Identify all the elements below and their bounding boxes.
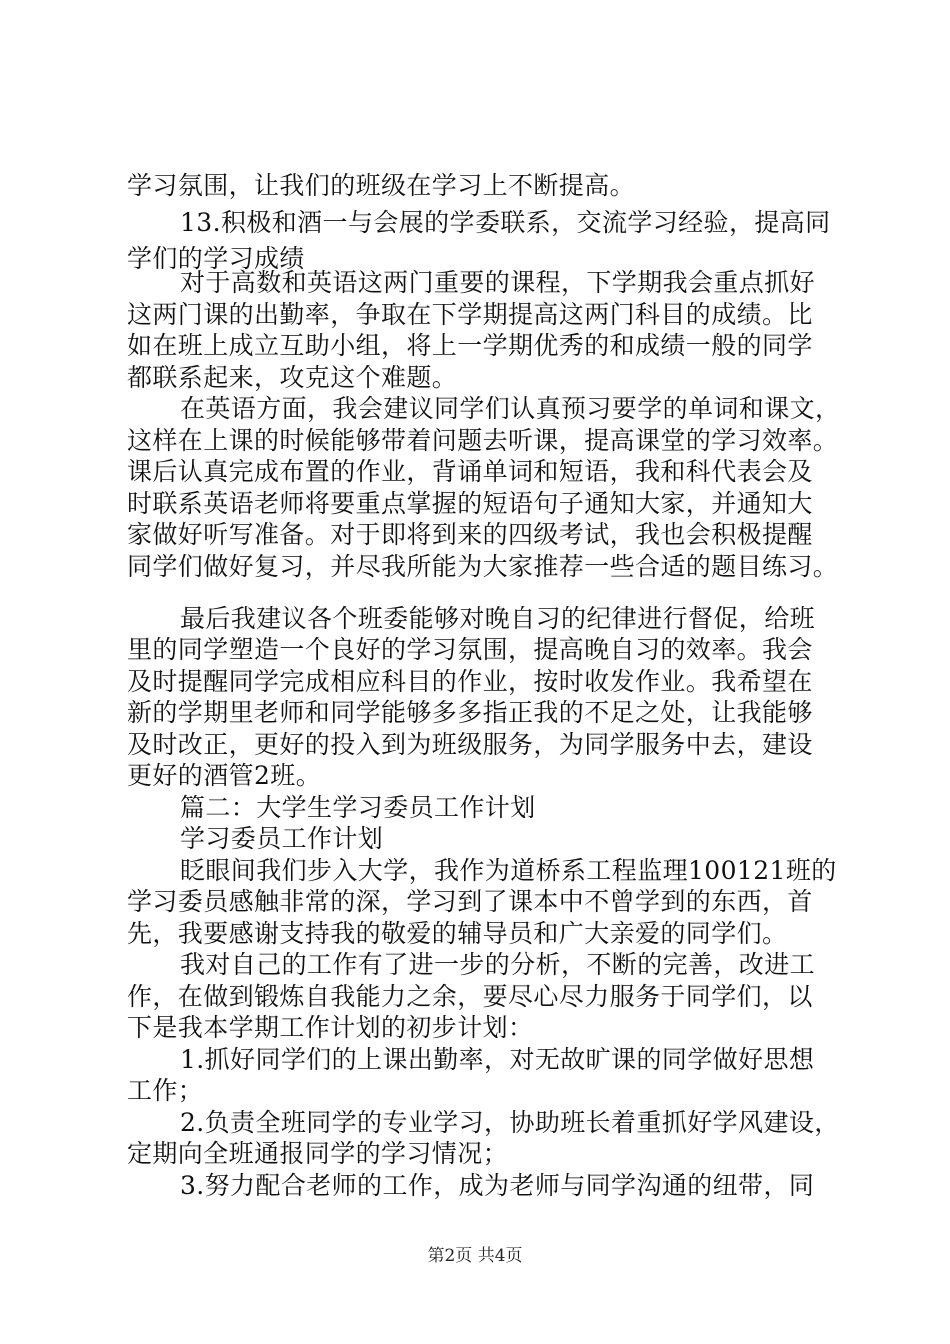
text-line: 里的同学塑造一个良好的学习氛围，提高晚自习的效率。我会	[127, 635, 813, 664]
text-line: 作，在做到锻炼自我能力之余，要尽心尽力服务于同学们，以	[127, 982, 813, 1011]
text-line: 下是我本学期工作计划的初步计划：	[127, 1013, 534, 1042]
list-item-continuation: 定期向全班通报同学的学习情况；	[127, 1139, 509, 1168]
text-line: 如在班上成立互助小组，将上一学期优秀的和成绩一般的同学	[127, 331, 813, 360]
text-line: 学习氛围，让我们的班级在学习上不断提高。	[127, 171, 636, 200]
document-title: 学习委员工作计划	[180, 824, 384, 853]
text-line: 家做好听写准备。对于即将到来的四级考试，我也会积极提醒	[127, 520, 813, 549]
text-line: 这两门课的出勤率，争取在下学期提高这两门科目的成绩。比	[127, 300, 813, 329]
page-number-footer: 第2页 共4页	[427, 1246, 523, 1266]
text-line: 更好的酒管2班。	[127, 761, 322, 790]
text-line: 眨眼间我们步入大学，我作为道桥系工程监理100121班的	[180, 856, 837, 885]
text-line: 最后我建议各个班委能够对晚自习的纪律进行督促，给班	[180, 604, 816, 633]
text-line: 这样在上课的时候能够带着问题去听课，提高课堂的学习效率。	[127, 426, 839, 455]
text-line: 在英语方面，我会建议同学们认真预习要学的单词和课文，	[180, 394, 841, 423]
text-line: 及时改正，更好的投入到为班级服务，为同学服务中去，建设	[127, 730, 813, 759]
text-line: 我对自己的工作有了进一步的分析，不断的完善，改进工	[180, 950, 816, 979]
text-line: 学习委员感触非常的深，学习到了课本中不曾学到的东西，首	[127, 887, 813, 916]
text-line: 时联系英语老师将要重点掌握的短语句子通知大家，并通知大	[127, 489, 813, 518]
text-line: 先，我要感谢支持我的敬爱的辅导员和广大亲爱的同学们。	[127, 919, 788, 948]
list-item: 1.抓好同学们的上课出勤率，对无故旷课的同学做好思想	[180, 1045, 815, 1074]
text-line: 及时提醒同学完成相应科目的作业，按时收发作业。我希望在	[127, 667, 813, 696]
text-line: 课后认真完成布置的作业，背诵单词和短语，我和科代表会及	[127, 457, 813, 486]
text-line: 学们的学习成绩	[127, 244, 305, 273]
text-line: 对于高数和英语这两门重要的课程，下学期我会重点抓好	[180, 268, 816, 297]
text-line: 同学们做好复习，并尽我所能为大家推荐一些合适的题目练习。	[127, 552, 839, 581]
list-item: 2.负责全班同学的专业学习，协助班长着重抓好学风建设，	[180, 1108, 840, 1137]
text-line: 13.积极和酒一与会展的学委联系，交流学习经验，提高同	[180, 208, 831, 237]
list-item: 3.努力配合老师的工作，成为老师与同学沟通的纽带，同	[180, 1171, 815, 1200]
text-line: 都联系起来，攻克这个难题。	[127, 363, 458, 392]
text-line: 新的学期里老师和同学能够多多指正我的不足之处，让我能够	[127, 698, 813, 727]
list-item-continuation: 工作；	[127, 1076, 204, 1105]
section-heading: 篇二：大学生学习委员工作计划	[180, 793, 536, 822]
